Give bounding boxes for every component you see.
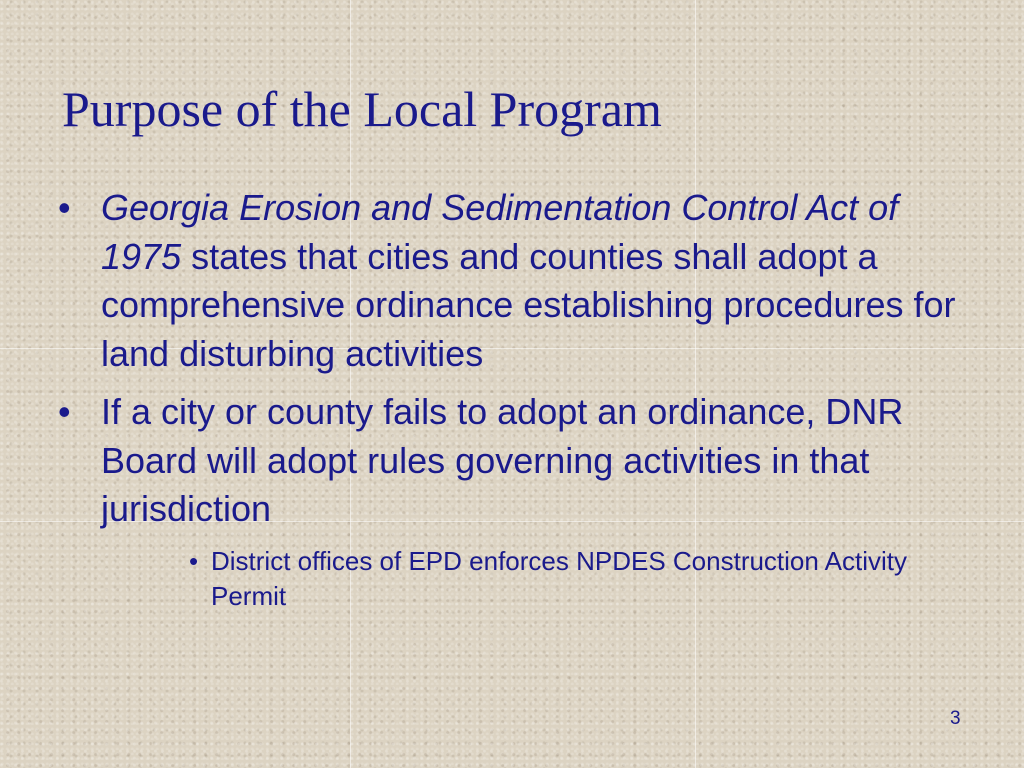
sub-bullet-text: District offices of EPD enforces NPDES Construction Activity Permit [211,545,907,611]
sub-bullet-marker: • [189,545,199,576]
bullet-marker: • [58,187,71,228]
bullet-marker: • [58,391,71,432]
bullet-item [58,388,988,534]
page-number: 3 [950,708,961,729]
slide-body [58,184,988,614]
bullet-text: If a city or county fails to adopt an ordinance, DNR Board will adopt rules governing activities in that jurisdiction [101,391,904,529]
slide-title: Purpose of the Local Program [62,81,662,137]
sub-bullet-item [189,544,988,614]
act-title: Georgia Erosion and Sedimentation Control Act of 1975 [101,187,899,277]
bullet-text: states that cities and counties shall adopt a comprehensive ordinance establishing procedures for land disturbing activities [101,235,956,374]
bullet-item [58,184,988,378]
